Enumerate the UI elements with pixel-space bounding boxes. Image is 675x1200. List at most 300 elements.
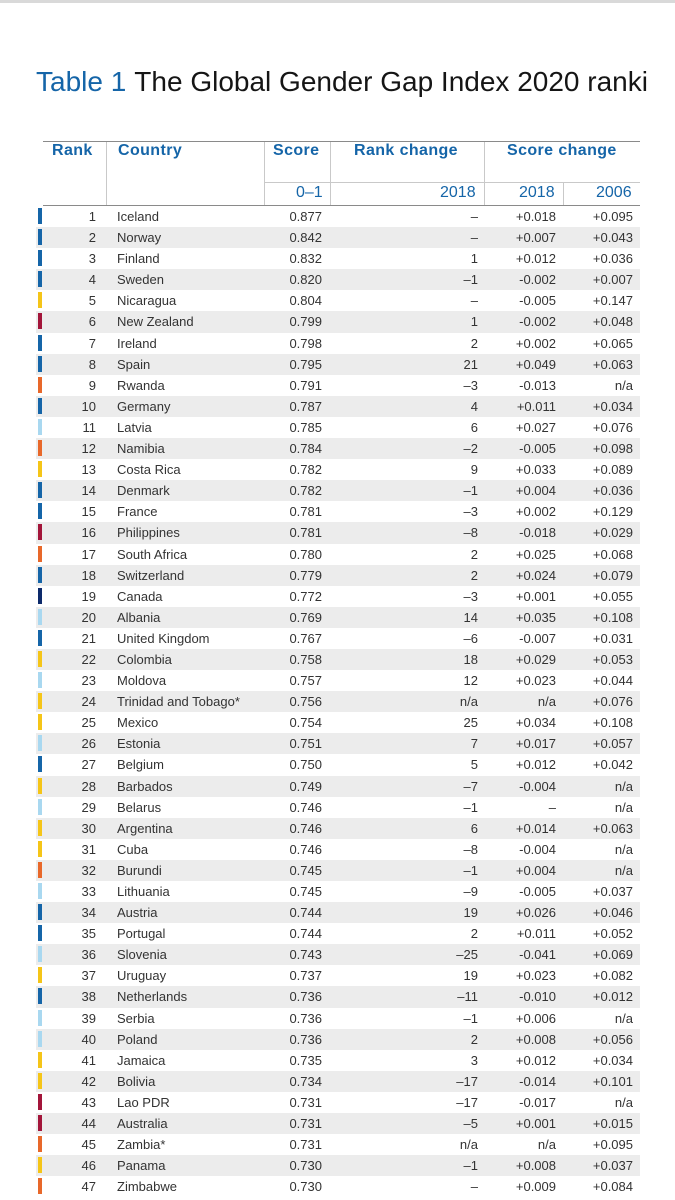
table-title: The Global Gender Gap Index 2020 ranki — [134, 66, 648, 97]
score-change-2018-cell: +0.025 — [515, 546, 556, 562]
rank-change-cell: –11 — [457, 989, 478, 1005]
top-divider — [0, 0, 675, 3]
country-cell: Albania — [117, 609, 161, 625]
country-cell: Sweden — [117, 272, 164, 288]
score-change-2018-cell: -0.004 — [519, 778, 556, 794]
score-change-2006-cell: +0.036 — [592, 251, 633, 267]
country-cell: Finland — [117, 251, 160, 267]
score-cell: 0.736 — [289, 1031, 322, 1047]
region-color-bar — [38, 1178, 42, 1194]
country-cell: France — [117, 504, 158, 520]
region-color-bar — [38, 967, 42, 983]
region-color-bar — [38, 988, 42, 1004]
rank-cell: 46 — [81, 1158, 96, 1174]
score-change-2018-cell: +0.011 — [516, 926, 556, 942]
rank-change-cell: –8 — [463, 841, 478, 857]
country-cell: Argentina — [117, 820, 173, 836]
country-cell: Nicaragua — [117, 293, 177, 309]
header-score-change: Score change — [507, 142, 617, 159]
table-row — [36, 1134, 640, 1155]
rank-change-cell: – — [470, 293, 478, 309]
country-cell: Rwanda — [117, 377, 165, 393]
score-change-2018-cell: +0.034 — [515, 715, 556, 731]
rank-change-cell: –1 — [463, 1158, 478, 1174]
score-change-2018-cell: -0.002 — [519, 272, 556, 288]
score-change-2018-cell: -0.007 — [519, 630, 556, 646]
rank-change-cell: 14 — [463, 609, 478, 625]
table-row — [36, 290, 640, 311]
score-cell: 0.734 — [289, 1073, 322, 1089]
region-color-bar — [38, 609, 42, 625]
rank-cell: 25 — [81, 715, 96, 731]
table-row — [36, 691, 640, 712]
header-mid-rule — [264, 182, 640, 183]
region-color-bar — [38, 229, 42, 245]
table-row — [36, 776, 640, 797]
rank-change-cell: –1 — [463, 862, 478, 878]
country-cell: Belarus — [117, 799, 162, 815]
country-cell: Switzerland — [117, 567, 185, 583]
score-change-2018-cell: -0.014 — [519, 1073, 556, 1089]
rank-change-cell: 2 — [470, 926, 478, 942]
rank-cell: 36 — [81, 947, 96, 963]
score-change-2018-cell: +0.001 — [515, 588, 556, 604]
table-row — [36, 965, 640, 986]
country-cell: Namibia — [117, 441, 165, 457]
table-row — [36, 712, 640, 733]
rank-change-cell: 6 — [470, 419, 478, 435]
rank-change-cell: – — [470, 209, 478, 224]
score-cell: 0.751 — [289, 736, 322, 752]
score-change-2018-cell: +0.023 — [515, 673, 556, 689]
score-change-2006-cell: n/a — [614, 778, 633, 794]
score-change-2006-cell: +0.147 — [592, 293, 633, 309]
country-cell: Zimbabwe — [117, 1179, 177, 1195]
rank-cell: 27 — [81, 757, 96, 773]
region-color-bar — [38, 672, 42, 688]
score-cell: 0.736 — [289, 1010, 322, 1026]
country-cell: Norway — [117, 230, 162, 246]
rank-cell: 1 — [88, 209, 96, 224]
country-cell: Moldova — [117, 673, 167, 689]
score-change-2018-cell: +0.024 — [515, 567, 556, 583]
region-color-bar — [38, 735, 42, 751]
rank-change-cell: –7 — [463, 778, 478, 794]
score-change-2018-cell: -0.041 — [519, 947, 556, 963]
country-cell: Ireland — [117, 335, 157, 351]
rank-change-cell: –2 — [463, 441, 478, 457]
rank-cell: 39 — [81, 1010, 96, 1026]
score-cell: 0.758 — [289, 651, 322, 667]
score-cell: 0.832 — [289, 251, 322, 267]
header-score: Score — [273, 142, 320, 159]
rank-change-cell: –9 — [463, 884, 478, 899]
region-color-bar — [38, 440, 42, 456]
score-change-2006-cell: +0.012 — [592, 989, 633, 1005]
table-row — [36, 1092, 640, 1113]
rank-cell: 38 — [81, 989, 96, 1005]
rank-cell: 15 — [81, 504, 96, 520]
rank-change-cell: 2 — [470, 546, 478, 562]
score-change-2006-cell: n/a — [614, 1094, 633, 1110]
rank-change-cell: 12 — [463, 673, 478, 689]
rank-change-cell: n/a — [459, 1137, 478, 1153]
rank-cell: 33 — [81, 884, 96, 899]
rank-change-cell: –3 — [463, 377, 478, 393]
score-change-2006-cell: +0.037 — [592, 884, 633, 899]
rank-cell: 24 — [81, 694, 96, 710]
table-row — [36, 206, 640, 227]
rank-cell: 16 — [81, 525, 96, 541]
rank-cell: 47 — [81, 1179, 96, 1195]
rank-cell: 11 — [82, 419, 96, 435]
region-color-bar — [38, 841, 42, 857]
region-color-bar — [38, 356, 42, 372]
score-cell: 0.791 — [289, 377, 322, 393]
score-cell: 0.730 — [289, 1179, 322, 1195]
region-color-bar — [38, 503, 42, 519]
table-row — [36, 733, 640, 754]
score-cell: 0.736 — [289, 989, 322, 1005]
region-color-bar — [38, 756, 42, 772]
score-cell: 0.731 — [289, 1116, 322, 1132]
region-color-bar — [38, 546, 42, 562]
country-cell: Slovenia — [117, 947, 167, 963]
table-row — [36, 417, 640, 438]
score-change-2006-cell: n/a — [614, 862, 633, 878]
country-cell: Poland — [117, 1031, 158, 1047]
score-cell: 0.744 — [289, 926, 322, 942]
score-cell: 0.731 — [289, 1094, 322, 1110]
score-change-2018-cell: n/a — [537, 1137, 556, 1153]
rank-cell: 44 — [81, 1116, 96, 1132]
score-change-2006-cell: +0.007 — [592, 272, 633, 288]
score-change-2018-cell: – — [548, 799, 556, 815]
score-change-2006-cell: +0.084 — [592, 1179, 633, 1195]
score-change-2006-cell: +0.063 — [592, 356, 633, 372]
rank-change-cell: – — [470, 1179, 478, 1195]
rank-cell: 30 — [81, 820, 96, 836]
score-cell: 0.784 — [289, 441, 322, 457]
country-cell: Zambia* — [117, 1137, 166, 1153]
rank-cell: 29 — [81, 799, 96, 815]
region-color-bar — [38, 313, 42, 329]
country-cell: Mexico — [117, 715, 159, 731]
score-change-2006-cell: +0.063 — [592, 820, 633, 836]
country-cell: Trinidad and Tobago* — [117, 694, 240, 710]
score-change-2018-cell: -0.005 — [519, 293, 556, 309]
header-divider — [106, 142, 107, 205]
table-row — [36, 459, 640, 480]
score-cell: 0.754 — [289, 715, 322, 731]
table-row — [36, 1113, 640, 1134]
score-cell: 0.804 — [289, 293, 322, 309]
country-cell: Canada — [117, 588, 163, 604]
score-change-2006-cell: +0.044 — [592, 673, 633, 689]
header-country: Country — [118, 142, 183, 159]
score-change-2018-cell: +0.008 — [515, 1031, 556, 1047]
rank-change-cell: –8 — [463, 525, 478, 541]
rank-cell: 6 — [88, 314, 96, 330]
header-divider — [330, 142, 331, 205]
rank-change-cell: 1 — [470, 251, 478, 267]
score-change-2018-cell: -0.018 — [519, 525, 556, 541]
rank-cell: 7 — [88, 335, 96, 351]
score-change-2018-cell: +0.002 — [515, 504, 556, 520]
rank-cell: 8 — [88, 356, 96, 372]
rank-change-cell: n/a — [459, 694, 478, 710]
country-cell: Denmark — [117, 483, 170, 499]
score-change-2018-cell: +0.004 — [515, 862, 556, 878]
region-color-bar — [38, 714, 42, 730]
table-row — [36, 1008, 640, 1029]
region-color-bar — [38, 567, 42, 583]
region-color-bar — [38, 651, 42, 667]
score-change-2006-cell: +0.089 — [592, 462, 633, 478]
score-change-2006-cell: +0.101 — [592, 1073, 633, 1089]
table-row — [36, 1155, 640, 1176]
region-color-bar — [38, 946, 42, 962]
table-row — [36, 501, 640, 522]
score-change-2018-cell: +0.023 — [515, 968, 556, 984]
region-color-bar — [38, 778, 42, 794]
rank-change-cell: 18 — [463, 651, 478, 667]
score-change-2018-cell: +0.004 — [515, 483, 556, 499]
rank-cell: 5 — [88, 293, 96, 309]
score-cell: 0.746 — [289, 820, 322, 836]
region-color-bar — [38, 1157, 42, 1173]
rank-change-cell: –3 — [463, 588, 478, 604]
table-row — [36, 881, 640, 902]
header-divider — [563, 183, 564, 205]
score-change-2006-cell: +0.098 — [592, 441, 633, 457]
rank-cell: 22 — [81, 651, 96, 667]
rank-cell: 21 — [81, 630, 96, 646]
country-cell: United Kingdom — [117, 630, 210, 646]
rank-cell: 32 — [81, 862, 96, 878]
rank-cell: 4 — [88, 272, 96, 288]
table-row — [36, 986, 640, 1007]
region-color-bar — [38, 693, 42, 709]
score-change-2006-cell: +0.068 — [592, 546, 633, 562]
country-cell: Uruguay — [117, 968, 167, 984]
table-row — [36, 944, 640, 965]
score-change-2018-cell: +0.029 — [515, 651, 556, 667]
table-row — [36, 248, 640, 269]
table-row — [36, 754, 640, 775]
score-change-2006-cell: +0.069 — [592, 947, 633, 963]
rank-cell: 12 — [81, 441, 96, 457]
region-color-bar — [38, 419, 42, 435]
table-row — [36, 480, 640, 501]
rank-cell: 9 — [88, 377, 96, 393]
country-cell: Netherlands — [117, 989, 188, 1005]
country-cell: Bolivia — [117, 1073, 156, 1089]
score-cell: 0.780 — [289, 546, 322, 562]
score-change-2018-cell: -0.013 — [519, 377, 556, 393]
table-row — [36, 1071, 640, 1092]
score-change-2006-cell: +0.053 — [592, 651, 633, 667]
score-cell: 0.779 — [289, 567, 322, 583]
score-change-2018-cell: -0.017 — [519, 1094, 556, 1110]
score-change-2006-cell: +0.108 — [592, 715, 633, 731]
score-cell: 0.745 — [289, 862, 322, 878]
score-change-2006-cell: +0.042 — [592, 757, 633, 773]
table-row — [36, 333, 640, 354]
region-color-bar — [38, 862, 42, 878]
score-cell: 0.737 — [289, 968, 322, 984]
region-color-bar — [38, 1136, 42, 1152]
score-change-2018-cell: +0.012 — [515, 757, 556, 773]
rank-change-cell: 25 — [463, 715, 478, 731]
score-change-2018-cell: +0.027 — [515, 419, 556, 435]
country-cell: Burundi — [117, 862, 162, 878]
country-cell: Barbados — [117, 778, 173, 794]
score-cell: 0.799 — [289, 314, 322, 330]
score-change-2018-cell: +0.007 — [515, 230, 556, 246]
score-cell: 0.744 — [289, 905, 322, 921]
score-change-2018-cell: +0.017 — [515, 736, 556, 752]
region-color-bar — [38, 1010, 42, 1026]
score-cell: 0.782 — [289, 462, 322, 478]
rank-cell: 41 — [81, 1052, 96, 1068]
table-row — [36, 607, 640, 628]
country-cell: Germany — [117, 398, 171, 414]
score-change-2006-cell: +0.057 — [592, 736, 633, 752]
region-color-bar — [38, 1031, 42, 1047]
score-cell: 0.735 — [289, 1052, 322, 1068]
score-cell: 0.795 — [289, 356, 322, 372]
rank-cell: 35 — [81, 926, 96, 942]
score-change-2006-cell: +0.034 — [592, 398, 633, 414]
score-change-2018-cell: +0.033 — [515, 462, 556, 478]
rank-change-cell: 7 — [470, 736, 478, 752]
score-change-2018-cell: +0.012 — [515, 1052, 556, 1068]
rank-cell: 31 — [81, 841, 96, 857]
rank-cell: 19 — [81, 588, 96, 604]
score-change-2006-cell: +0.037 — [592, 1158, 633, 1174]
table-row — [36, 860, 640, 881]
country-cell: Jamaica — [117, 1052, 166, 1068]
score-change-2018-cell: -0.005 — [519, 884, 556, 899]
score-cell: 0.730 — [289, 1158, 322, 1174]
country-cell: Philippines — [117, 525, 180, 541]
region-color-bar — [38, 1094, 42, 1110]
score-change-2018-cell: +0.012 — [515, 251, 556, 267]
country-cell: Costa Rica — [117, 462, 181, 478]
country-cell: Portugal — [117, 926, 166, 942]
region-color-bar — [38, 482, 42, 498]
rank-cell: 10 — [81, 398, 96, 414]
rank-change-cell: 5 — [470, 757, 478, 773]
header-rank-change: Rank change — [354, 142, 458, 159]
rank-change-cell: 2 — [470, 335, 478, 351]
score-change-2006-cell: +0.079 — [592, 567, 633, 583]
rank-change-cell: 3 — [470, 1052, 478, 1068]
region-color-bar — [38, 1115, 42, 1131]
table-row — [36, 269, 640, 290]
score-change-2018-cell: +0.049 — [515, 356, 556, 372]
score-change-2018-cell: +0.014 — [515, 820, 556, 836]
region-color-bar — [38, 1052, 42, 1068]
rank-cell: 13 — [81, 462, 96, 478]
score-change-2006-cell: +0.095 — [592, 209, 633, 224]
rank-change-cell: –5 — [463, 1116, 478, 1132]
rank-cell: 20 — [81, 609, 96, 625]
country-cell: Serbia — [117, 1010, 155, 1026]
rank-cell: 26 — [81, 736, 96, 752]
score-cell: 0.745 — [289, 884, 322, 899]
rank-change-cell: 9 — [470, 462, 478, 478]
score-change-2006-cell: +0.048 — [592, 314, 633, 330]
region-color-bar — [38, 461, 42, 477]
header-score-change-2006: 2006 — [596, 184, 632, 201]
table-row — [36, 923, 640, 944]
region-color-bar — [38, 904, 42, 920]
country-cell: Iceland — [117, 209, 159, 224]
score-change-2006-cell: n/a — [614, 1010, 633, 1026]
rank-cell: 37 — [81, 968, 96, 984]
rank-change-cell: –1 — [463, 799, 478, 815]
page-title — [36, 66, 648, 98]
score-cell: 0.798 — [289, 335, 322, 351]
score-cell: 0.877 — [289, 209, 322, 224]
score-cell: 0.820 — [289, 272, 322, 288]
score-cell: 0.787 — [289, 398, 322, 414]
rank-cell: 3 — [88, 251, 96, 267]
score-change-2006-cell: +0.036 — [592, 483, 633, 499]
score-cell: 0.767 — [289, 630, 322, 646]
score-cell: 0.781 — [289, 525, 322, 541]
rank-cell: 34 — [81, 905, 96, 921]
country-cell: Panama — [117, 1158, 166, 1174]
rank-cell: 43 — [81, 1094, 96, 1110]
table-row — [36, 649, 640, 670]
region-color-bar — [38, 292, 42, 308]
score-change-2006-cell: +0.031 — [592, 630, 633, 646]
table-row — [36, 565, 640, 586]
region-color-bar — [38, 250, 42, 266]
header-divider — [484, 142, 485, 205]
table-row — [36, 522, 640, 543]
region-color-bar — [38, 271, 42, 287]
score-change-2006-cell: +0.029 — [592, 525, 633, 541]
header-rank: Rank — [52, 142, 93, 159]
score-change-2006-cell: +0.065 — [592, 335, 633, 351]
region-color-bar — [38, 335, 42, 351]
rank-change-cell: – — [470, 230, 478, 246]
country-cell: Latvia — [117, 419, 152, 435]
score-cell: 0.731 — [289, 1137, 322, 1153]
rank-cell: 18 — [81, 567, 96, 583]
ranking-table-body — [36, 206, 640, 1197]
score-change-2006-cell: +0.076 — [592, 694, 633, 710]
score-change-2018-cell: +0.011 — [516, 398, 556, 414]
rank-cell: 42 — [81, 1073, 96, 1089]
table-row — [36, 1029, 640, 1050]
country-cell: Australia — [117, 1116, 168, 1132]
header-score-range: 0–1 — [296, 184, 323, 201]
rank-cell: 45 — [81, 1137, 96, 1153]
score-change-2006-cell: n/a — [614, 841, 633, 857]
score-change-2018-cell: +0.018 — [515, 209, 556, 224]
country-cell: Cuba — [117, 841, 149, 857]
rank-change-cell: 1 — [470, 314, 478, 330]
rank-change-cell: 2 — [470, 567, 478, 583]
table-row — [36, 797, 640, 818]
rank-change-cell: –1 — [463, 1010, 478, 1026]
header-score-change-2018: 2018 — [519, 184, 555, 201]
